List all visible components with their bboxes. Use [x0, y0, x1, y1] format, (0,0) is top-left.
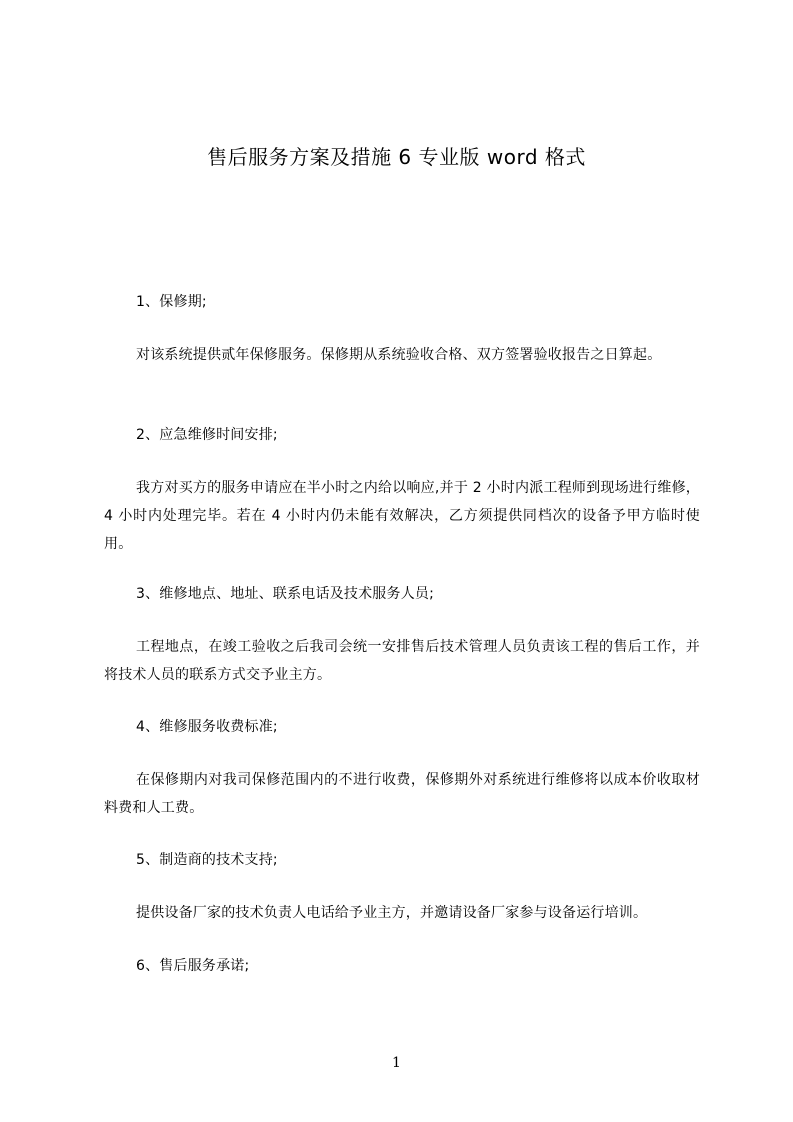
page-number: 1: [392, 1055, 401, 1071]
document-title: 售后服务方案及措施 6 专业版 word 格式: [207, 145, 586, 169]
section-4-body: 在保修期内对我司保修范围内的不进行收费，保修期外对系统进行维修将以成本价收取材料费和人工费。: [104, 772, 700, 816]
section-4-heading: 4、维修服务收费标准;: [136, 719, 278, 735]
section-5-heading: 5、制造商的技术支持;: [136, 852, 278, 868]
section-3-body: 工程地点，在竣工验收之后我司会统一安排售后技术管理人员负责该工程的售后工作，并将技术人员的联系方式交予业主方。: [104, 639, 700, 683]
section-3-heading: 3、维修地点、地址、联系电话及技术服务人员;: [136, 586, 435, 602]
section-2-body: 我方对买方的服务申请应在半小时之内给以响应,并于 2 小时内派工程师到现场进行维修，4 小时内处理完毕。若在 4 小时内仍未能有效解决，乙方须提供同档次的设备予甲方临时使用。: [104, 480, 700, 552]
section-1-heading: 1、保修期;: [136, 294, 207, 310]
section-5-body: 提供设备厂家的技术负责人电话给予业主方，并邀请设备厂家参与设备运行培训。: [136, 905, 648, 921]
section-2-heading: 2、应急维修时间安排;: [136, 427, 278, 443]
section-1-body: 对该系统提供贰年保修服务。保修期从系统验收合格、双方签署验收报告之日算起。: [136, 347, 662, 363]
section-6-heading: 6、售后服务承诺;: [136, 958, 250, 974]
